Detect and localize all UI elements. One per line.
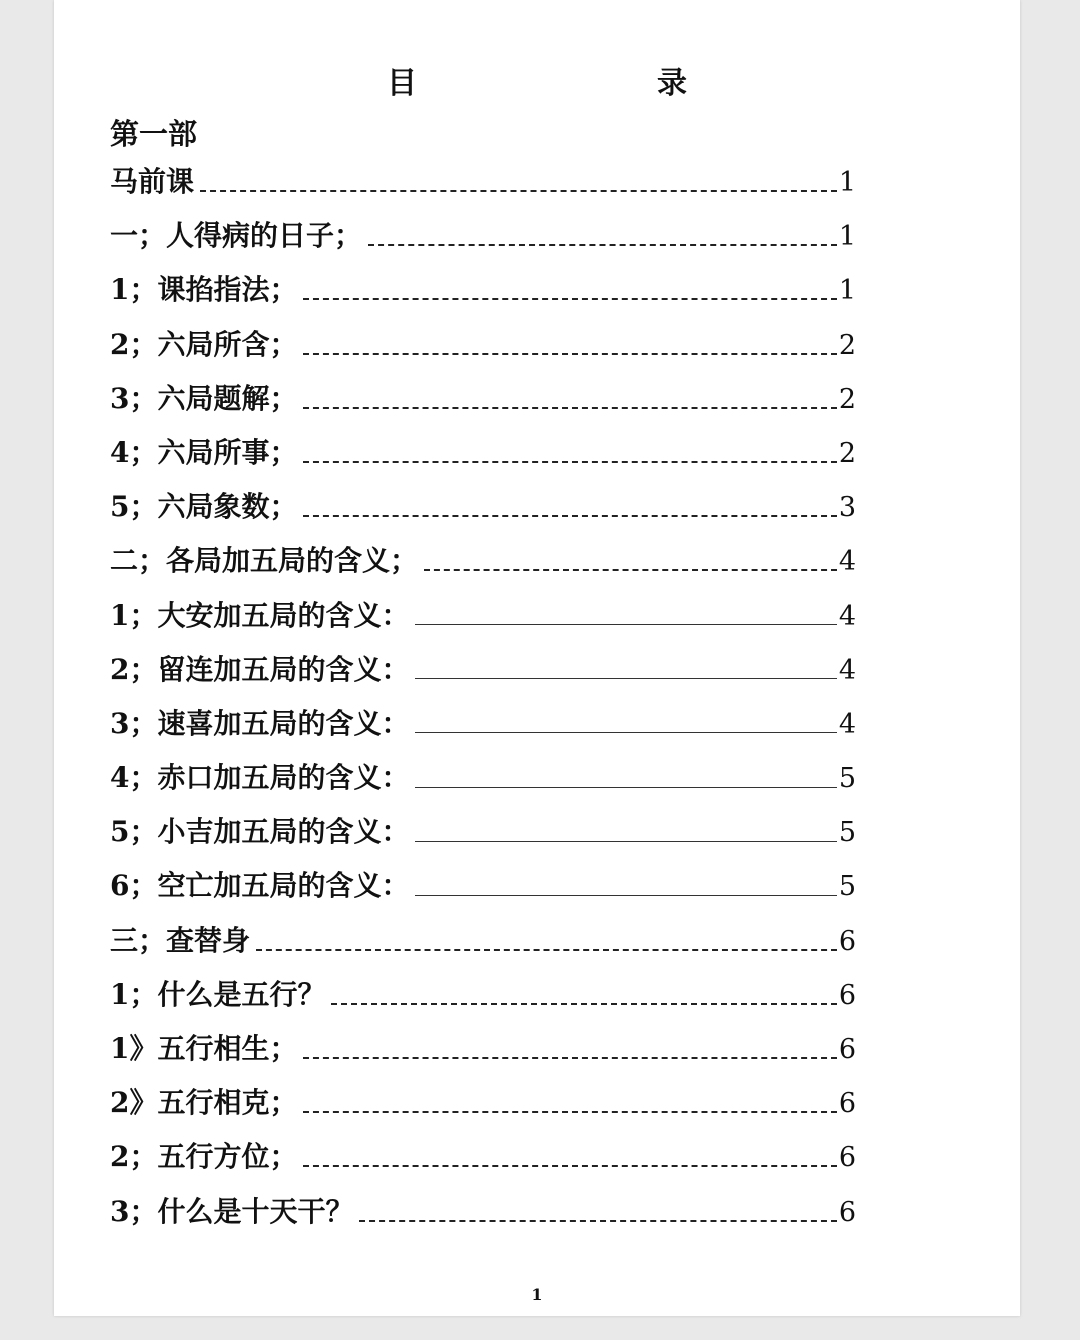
toc-leader	[303, 298, 836, 300]
toc-entry-page: 2	[838, 383, 856, 415]
toc-leader	[368, 244, 837, 246]
toc-entry	[110, 648, 856, 702]
toc-entry	[110, 810, 856, 864]
toc-entry-label: 5；小吉加五局的含义：	[110, 815, 410, 849]
toc-entry-page: 4	[838, 600, 856, 632]
toc-leader	[415, 678, 836, 679]
toc-entry	[110, 864, 856, 918]
toc-entry-page: 6	[838, 1034, 856, 1065]
toc-entry-page: 4	[838, 708, 856, 740]
toc-entry-label: 3；速喜加五局的含义：	[110, 706, 410, 740]
toc-entry	[110, 756, 856, 810]
toc-entry-page: 4	[838, 546, 856, 578]
toc-title: 目 录	[387, 66, 747, 101]
toc-entry-page: 6	[838, 1088, 856, 1120]
toc-entry	[110, 377, 856, 431]
toc-entry-label: 1；大安加五局的含义：	[110, 598, 410, 632]
toc-entry-page: 6	[838, 979, 856, 1011]
toc-leader	[359, 1220, 836, 1222]
toc-entry-label: 2；六局所含；	[110, 327, 298, 361]
toc-entry-label: 二；各局加五局的含义；	[110, 544, 419, 578]
toc-entry-label: 2；五行方位；	[110, 1140, 298, 1174]
toc-entry-page: 1	[838, 221, 856, 253]
toc-leader	[303, 407, 836, 409]
toc-entry-page: 2	[838, 329, 856, 361]
toc-entry-label: 2；留连加五局的含义：	[110, 652, 410, 686]
toc-entry	[110, 539, 856, 593]
toc-entry-page: 4	[838, 654, 856, 686]
toc-leader	[200, 190, 837, 192]
toc-entry-page: 3	[838, 492, 856, 524]
toc-leader	[303, 353, 836, 355]
toc-leader	[303, 1111, 836, 1113]
toc-entry-page: 6	[838, 925, 856, 957]
toc-entry	[110, 485, 856, 539]
toc-list	[110, 160, 856, 1244]
toc-entry	[110, 1190, 856, 1244]
toc-entry-label: 3；什么是十天干？	[110, 1194, 354, 1228]
toc-entry-label: 2》五行相克；	[110, 1086, 298, 1120]
toc-leader	[415, 787, 836, 788]
part-heading: 第一部	[110, 117, 198, 151]
toc-leader	[415, 624, 836, 625]
toc-leader	[415, 895, 836, 896]
toc-entry-page: 5	[838, 763, 856, 795]
toc-entry-label: 1》五行相生；	[110, 1032, 298, 1065]
toc-entry-label: 4；赤口加五局的含义：	[110, 761, 410, 795]
toc-leader	[331, 1003, 836, 1005]
toc-entry-label: 1；课掐指法；	[110, 273, 298, 307]
toc-leader	[303, 461, 836, 463]
page-number: 1	[531, 1285, 543, 1304]
toc-entry	[110, 919, 856, 973]
toc-leader	[424, 569, 837, 571]
toc-entry-page: 6	[838, 1142, 856, 1174]
toc-entry-page: 1	[838, 275, 856, 307]
toc-entry	[110, 160, 856, 214]
toc-entry	[110, 702, 856, 756]
toc-entry-label: 一；人得病的日子；	[110, 219, 363, 253]
toc-entry	[110, 268, 856, 322]
toc-leader	[303, 1057, 836, 1059]
toc-entry-label: 4；六局所事；	[110, 435, 298, 469]
toc-entry	[110, 214, 856, 268]
toc-leader	[415, 732, 836, 733]
toc-entry	[110, 1027, 856, 1081]
toc-entry	[110, 1081, 856, 1135]
toc-entry	[110, 973, 856, 1027]
toc-entry-label: 5；六局象数；	[110, 490, 298, 524]
toc-entry	[110, 594, 856, 648]
document-page	[54, 0, 1020, 1316]
toc-entry-page: 6	[838, 1196, 856, 1228]
toc-entry-label: 6；空亡加五局的含义：	[110, 869, 410, 903]
toc-leader	[256, 949, 837, 951]
toc-entry-label: 三；查替身	[110, 923, 251, 957]
toc-entry	[110, 323, 856, 377]
toc-entry-label: 马前课	[110, 165, 195, 198]
toc-entry-page: 1	[838, 167, 856, 198]
toc-entry-page: 5	[838, 817, 856, 849]
toc-leader	[415, 841, 836, 842]
toc-entry-label: 3；六局题解；	[110, 381, 298, 415]
toc-leader	[303, 515, 836, 517]
toc-entry-page: 2	[838, 437, 856, 469]
toc-leader	[303, 1165, 836, 1167]
toc-entry-label: 1；什么是五行？	[110, 977, 326, 1011]
toc-entry	[110, 1135, 856, 1189]
toc-entry-page: 5	[838, 871, 856, 903]
toc-entry	[110, 431, 856, 485]
